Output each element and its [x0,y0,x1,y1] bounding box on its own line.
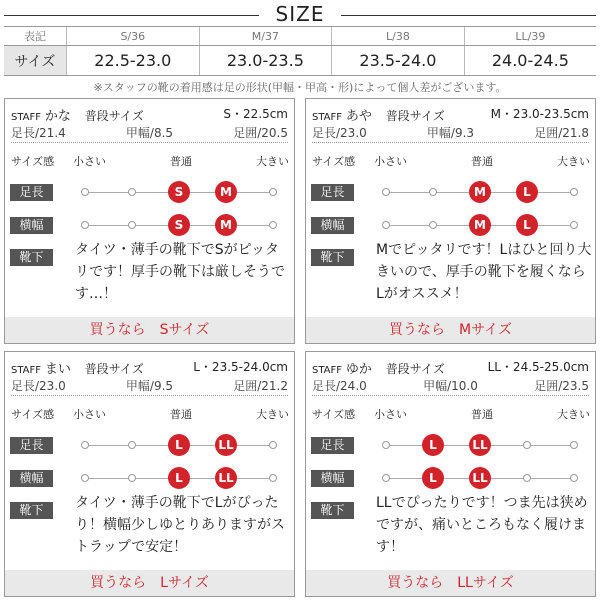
foot-girth-measure: 足囲/20.5 [233,126,288,140]
size-table-header-cell: S/36 [67,27,200,46]
staff-header [11,358,288,377]
foot-length-label: 足長 [311,184,354,201]
recommended-size: 買うなら Sサイズ [5,317,294,343]
foot-girth-measure: 足囲/23.5 [534,379,589,393]
socks-label: 靴下 [311,249,354,266]
scale-dot [269,474,277,482]
scale-dot [269,188,277,196]
size-table-header-row [4,27,596,46]
staff-name: かな [44,109,71,124]
foot-measurements [312,124,589,141]
staff-name: まい [44,362,71,377]
size-table-value-cell: 23.5-24.0 [332,46,465,76]
staff-card [4,98,295,344]
foot-measurements [11,377,288,394]
scale-dot [570,188,578,196]
usual-size-value: M・23.0-23.5cm [490,107,589,121]
scale-dot [269,221,277,229]
size-mark: S [168,181,190,203]
staff-name: ゆか [345,362,372,377]
size-mark: L [516,214,538,236]
scale-dot [382,188,390,196]
size-mark: LL [215,467,237,489]
staff-comment: LLでぴったりです！つま先は狭めですが、痛いところもなく履けます！ [376,495,588,555]
size-table-value-cell: 22.5-23.0 [67,46,200,76]
size-title: SIZE [275,2,325,26]
scale-regular-label: 普通 [170,408,192,421]
size-feel-label: サイズ感 [312,155,356,168]
foot-length-measure: 足長/23.0 [312,126,367,140]
scale-large-label: 大きい [557,408,590,421]
size-table-header-cell: M/37 [199,27,332,46]
scale-dot [128,441,136,449]
size-mark: LL [469,467,491,489]
size-table-value-row [4,46,596,76]
scale-dot [429,221,437,229]
scale-dot [523,441,531,449]
size-mark: S [168,214,190,236]
size-table-header-cell: LL/39 [464,27,596,46]
scale-dot [382,221,390,229]
foot-length-label: 足長 [10,437,53,454]
size-feel-label: サイズ感 [11,155,55,168]
size-mark: M [469,214,491,236]
size-feel-label: サイズ感 [11,408,55,421]
foot-length-measure: 足長/24.0 [312,379,367,393]
staff-label: STAFF [11,112,42,123]
scale-dot [81,188,89,196]
foot-measurements [11,124,288,141]
scale-dot [382,474,390,482]
staff-header [312,105,589,124]
scale-small-label: 小さい [374,155,407,168]
size-mark: M [469,181,491,203]
scale-dot [523,474,531,482]
staff-label: STAFF [312,112,343,123]
instep-width-measure: 甲幅/10.0 [423,379,478,393]
size-mark: LL [215,434,237,456]
dotted-divider [11,395,288,396]
socks-label: 靴下 [10,249,53,266]
scale-dot [429,188,437,196]
staff-name: あや [345,109,372,124]
size-table-value-cell: 23.0-23.5 [199,46,332,76]
size-table-header-cell: L/38 [332,27,465,46]
size-mark: LL [469,434,491,456]
size-table-row-label: サイズ [4,46,67,76]
foot-girth-measure: 足囲/21.2 [233,379,288,393]
staff-header [11,105,288,124]
size-mark: L [168,467,190,489]
socks-label: 靴下 [10,502,53,519]
staff-header [312,358,589,377]
dotted-divider [11,142,288,143]
scale-large-label: 大きい [256,408,289,421]
width-label: 横幅 [311,217,354,234]
size-mark: L [422,467,444,489]
usual-size-label: 普段サイズ [84,362,144,376]
staff-label: STAFF [11,365,42,376]
usual-size-label: 普段サイズ [84,109,144,123]
scale-dot [128,188,136,196]
width-label: 横幅 [311,470,354,487]
staff-comment: タイツ・薄手の靴下でSがピッタリです！厚手の靴下は厳しそうです…！ [75,242,285,302]
scale-regular-label: 普通 [170,155,192,168]
usual-size-label: 普段サイズ [385,362,445,376]
scale-large-label: 大きい [256,155,289,168]
scale-dot [81,474,89,482]
foot-measurements [312,377,589,394]
scale-dot [570,474,578,482]
scale-dot [382,441,390,449]
recommended-size: 買うなら LLサイズ [306,570,595,596]
scale-dot [81,441,89,449]
size-table-value-cell: 24.0-24.5 [464,46,596,76]
scale-dot [128,474,136,482]
dotted-divider [312,395,589,396]
staff-card [305,351,596,597]
size-mark: M [215,214,237,236]
foot-length-label: 足長 [311,437,354,454]
scale-regular-label: 普通 [471,408,493,421]
socks-label: 靴下 [311,502,354,519]
fit-note: ※スタッフの靴の着用感は足の形状(甲幅・甲高・形)によって個人差がございます。 [93,81,507,94]
size-feel-label: サイズ感 [312,408,356,421]
size-table [4,26,596,76]
scale-dot [570,441,578,449]
title-rule-left [4,15,259,16]
staff-comment: Mでピッタリです！Lはひと回り大きいので、厚手の靴下を履くならLがオススメ！ [376,242,592,302]
recommended-size: 買うなら Mサイズ [306,317,595,343]
instep-width-measure: 甲幅/9.3 [426,126,475,140]
usual-size-value: S・22.5cm [223,107,288,121]
width-label: 横幅 [10,470,53,487]
scale-dot [128,221,136,229]
width-label: 横幅 [10,217,53,234]
size-mark: L [168,434,190,456]
recommended-size: 買うなら Lサイズ [5,570,294,596]
scale-small-label: 小さい [73,408,106,421]
instep-width-measure: 甲幅/9.5 [125,379,174,393]
usual-size-value: L・23.5-24.0cm [193,360,288,374]
scale-large-label: 大きい [557,155,590,168]
foot-length-measure: 足長/23.0 [11,379,66,393]
foot-length-measure: 足長/21.4 [11,126,66,140]
scale-dot [269,441,277,449]
foot-girth-measure: 足囲/21.8 [534,126,589,140]
size-mark: L [422,434,444,456]
staff-comment: タイツ・薄手の靴下でLがぴったり！横幅少しゆとりありますがストラップで安定！ [75,495,285,555]
title-rule-right [341,15,596,16]
staff-label: STAFF [312,365,343,376]
scale-dot [81,221,89,229]
scale-small-label: 小さい [374,408,407,421]
instep-width-measure: 甲幅/8.5 [125,126,174,140]
staff-card [305,98,596,344]
scale-dot [570,221,578,229]
size-mark: M [215,181,237,203]
usual-size-value: LL・24.5-25.0cm [487,360,589,374]
foot-length-label: 足長 [10,184,53,201]
scale-small-label: 小さい [73,155,106,168]
scale-regular-label: 普通 [471,155,493,168]
usual-size-label: 普段サイズ [385,109,445,123]
staff-card [4,351,295,597]
size-mark: L [516,181,538,203]
size-table-header-label: 表記 [4,27,67,46]
dotted-divider [312,142,589,143]
